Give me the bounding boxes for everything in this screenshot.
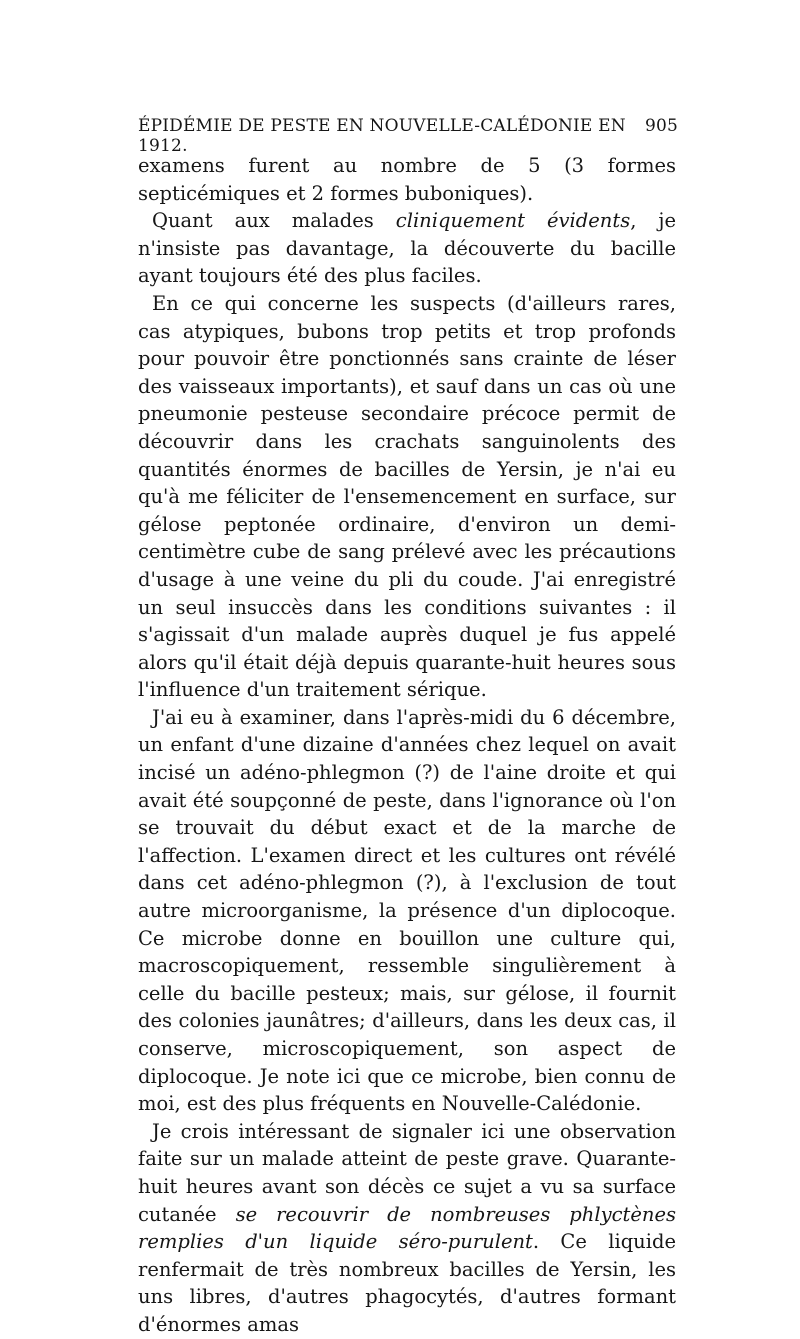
body-text: [138, 152, 676, 1339]
paragraph-text: . Ce liquide renfermait de très nombreux bacilles de Yersin, les uns libres, d'autres phagocytés, d'autres formant d'énormes amas: [138, 1230, 676, 1336]
paragraph-5: [138, 1118, 676, 1339]
paragraph-text: Quant aux malades: [152, 209, 396, 233]
paragraph-2: [138, 207, 676, 290]
paragraph-text: En ce qui concerne les suspects (d'ailleurs rares, cas atypiques, bubons trop petits et trop profonds pour pouvoir être ponctionnés sans crainte de léser des vaisseaux importants), et sauf dans un cas où une pneumonie pesteuse secondaire précoce permit de découvrir dans les crachats sanguinolents des quantités énormes de bacilles de Yersin, je n'ai eu qu'à me féliciter de l'ensemencement en surface, sur gélose peptonée ordinaire, d'environ un demi-centimètre cube de sang prélevé avec les précautions d'usage à une veine du pli du coude. J'ai enregistré un seul insuccès dans les conditions suivantes : il s'agissait d'un malade auprès duquel je fus appelé alors qu'il était déjà depuis quarante-huit heures sous l'influence d'un traitement sérique.: [138, 291, 676, 702]
page-number: 905: [644, 116, 678, 136]
paragraph-text: , je n'insiste pas davantage, la découverte du bacille ayant toujours été des plus faciles.: [138, 209, 676, 288]
paragraph-text: Je crois intéressant de signaler ici une observation faite sur un malade atteint de peste grave. Quarante-huit heures avant son décès ce sujet a vu sa surface cutanée: [138, 1119, 676, 1226]
italic-phrase: se recouvrir de nombreuses phlyctènes remplies d'un liquide séro-purulent: [138, 1202, 677, 1254]
paragraph-text: examens furent au nombre de 5 (3 formes septicémiques et 2 formes buboniques).: [138, 154, 676, 205]
paragraph-3: [138, 290, 676, 704]
running-header: [138, 116, 678, 156]
paragraph-4: [138, 704, 676, 1118]
paragraph-text: J'ai eu à examiner, dans l'après-midi du 6 décembre, un enfant d'une dizaine d'années chez lequel on avait incisé un adéno-phlegmon (?) de l'aine droite et qui avait été soupçonné de peste, dans l'ignorance où l'on se trouvait du début exact et de la marche de l'affection. L'examen direct et les cultures ont révélé dans cet adéno-phlegmon (?), à l'exclusion de tout autre microorganisme, la présence d'un diplocoque. Ce microbe donne en bouillon une culture qui, macroscopiquement, ressemble singulièrement à celle du bacille pesteux; mais, sur gélose, il fournit des colonies jaunâtres; d'ailleurs, dans les deux cas, il conserve, microscopiquement, son aspect de diplocoque. Je note ici que ce microbe, bien connu de moi, est des plus fréquents en Nouvelle-Calédonie.: [138, 705, 676, 1116]
running-title: ÉPIDÉMIE DE PESTE EN NOUVELLE-CALÉDONIE EN 1912.: [138, 116, 626, 156]
paragraph-1: [138, 152, 676, 207]
italic-phrase: cliniquement évidents: [395, 209, 631, 233]
